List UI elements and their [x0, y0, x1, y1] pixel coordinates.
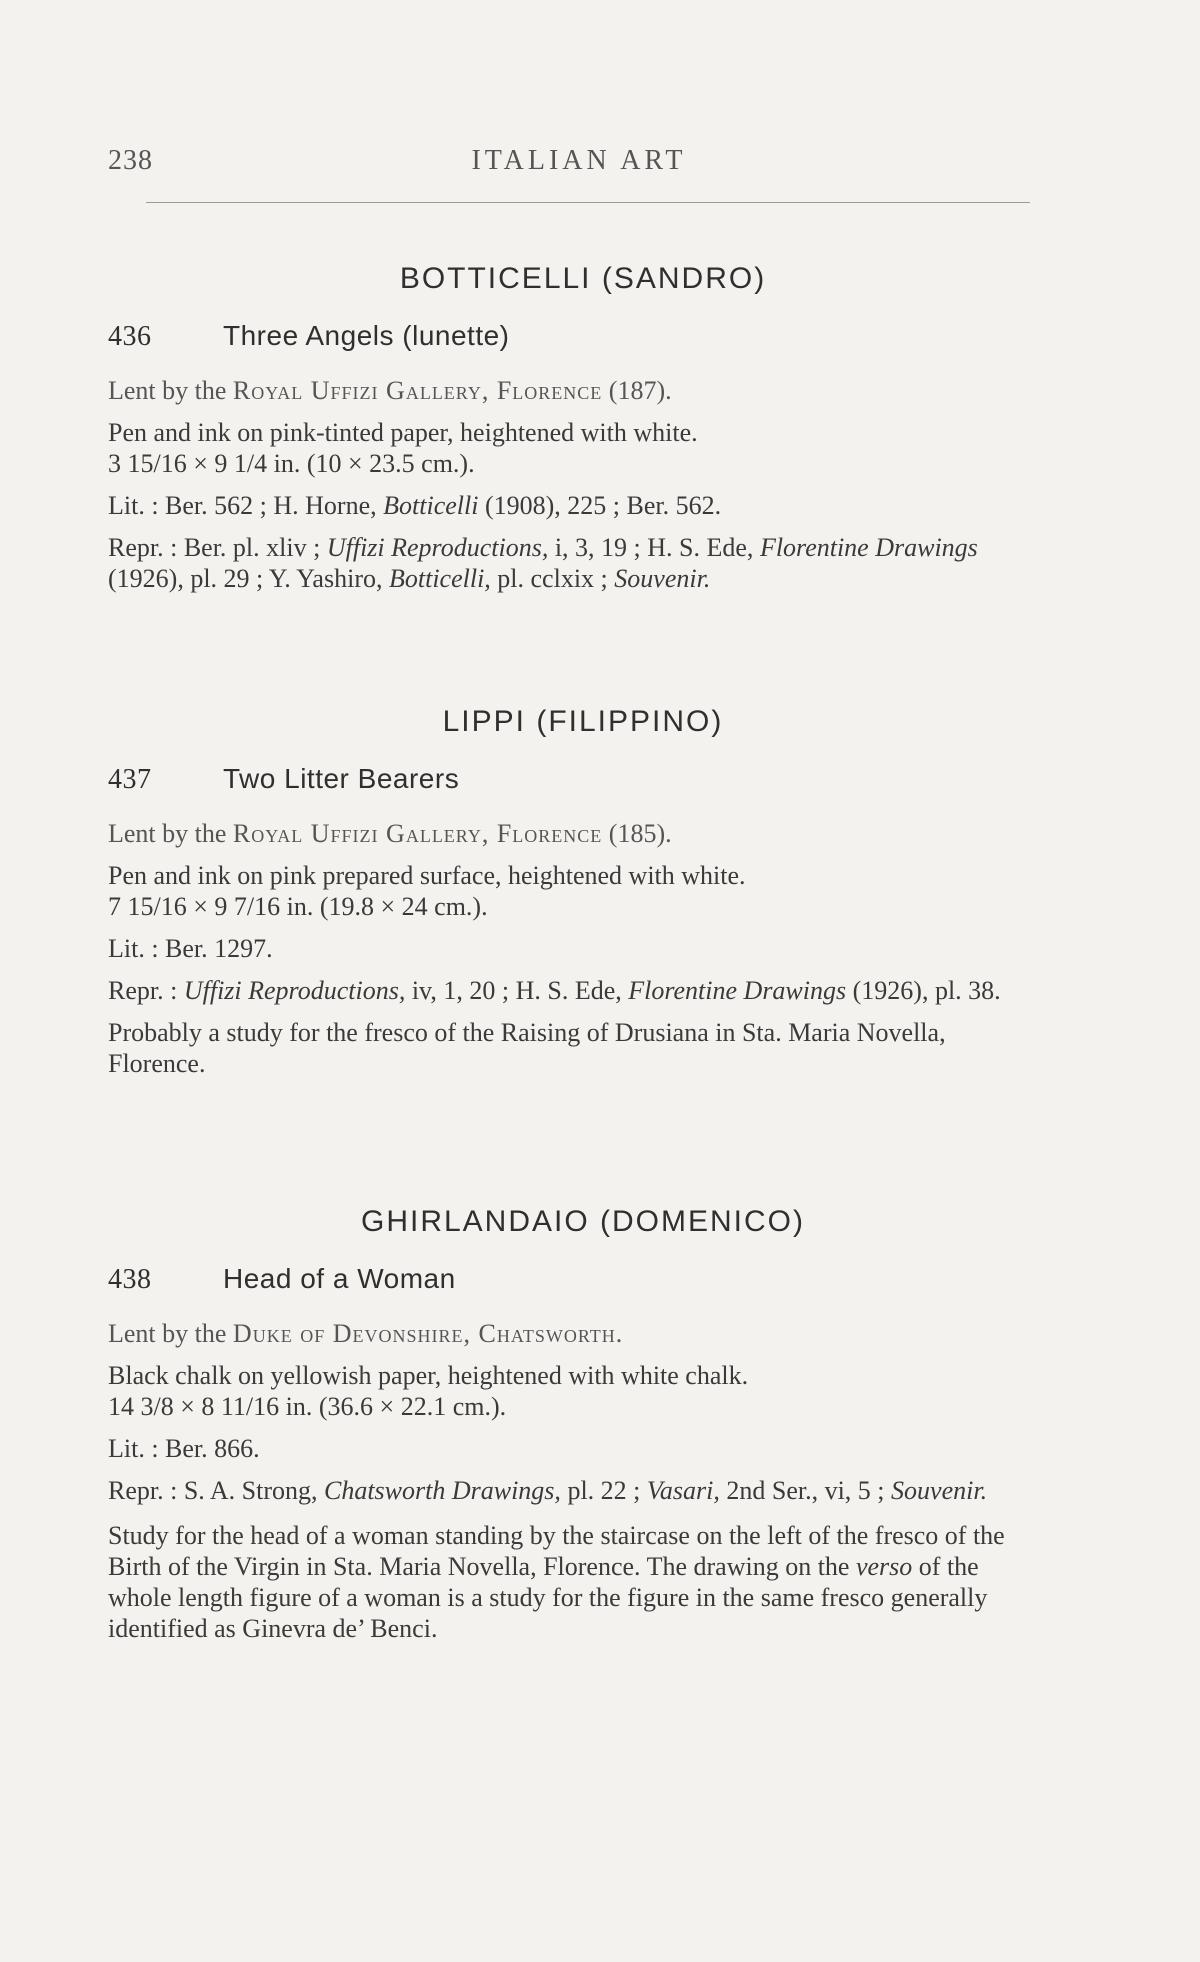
- lent-suffix: (187).: [608, 376, 672, 405]
- lent-prefix: Lent by the: [108, 376, 227, 405]
- lender-name: Duke of Devonshire, Chatsworth.: [232, 1319, 624, 1348]
- medium-line: [108, 860, 1038, 922]
- repr-mid: 2nd Ser., vi, 5 ;: [726, 1476, 885, 1505]
- artist-heading: LIPPI (FILIPPINO): [442, 705, 724, 738]
- repr-mid: i, 3, 19 ; H. S. Ede,: [554, 533, 754, 562]
- repr-mid: (1926), pl. 29 ; Y. Yashiro,: [108, 564, 383, 593]
- repr-italic: Florentine Drawings: [759, 533, 978, 562]
- repr-italic: Uffizi Reproductions,: [326, 533, 549, 562]
- lit-rest: (1908), 225 ; Ber. 562.: [484, 491, 722, 520]
- repr-italic: Botticelli,: [388, 564, 491, 593]
- repr-end: pl. cclxix ;: [497, 564, 608, 593]
- lender-line: [108, 375, 1038, 406]
- repr-italic: Uffizi Reproductions,: [183, 976, 406, 1005]
- reproductions-line: [108, 532, 1038, 594]
- lender-name: Royal Uffizi Gallery, Florence: [232, 376, 603, 405]
- dimensions-text: 3 15/16 × 9 1/4 in. (10 × 23.5 cm.).: [108, 449, 475, 478]
- catalogue-entry-436: [108, 262, 1038, 605]
- repr-end: (1926), pl. 38.: [852, 976, 1001, 1005]
- lit-text: Lit. : Ber. 562 ; H. Horne,: [108, 491, 377, 520]
- dimensions-text: 14 3/8 × 8 11/16 in. (36.6 × 22.1 cm.).: [108, 1392, 507, 1421]
- lender-line: [108, 818, 1038, 849]
- repr-italic: Souvenir.: [891, 1476, 988, 1505]
- literature-line: Lit. : Ber. 1297.: [108, 934, 273, 963]
- lender-name: Royal Uffizi Gallery, Florence: [232, 819, 603, 848]
- work-title: Two Litter Bearers: [223, 763, 460, 794]
- running-header: [108, 145, 1030, 185]
- work-title: Head of a Woman: [223, 1263, 456, 1294]
- lent-prefix: Lent by the: [108, 819, 227, 848]
- literature-line: [108, 490, 1038, 521]
- note-paragraph: [108, 1520, 1038, 1644]
- repr-italic: Florentine Drawings: [628, 976, 847, 1005]
- reproductions-line: [108, 1475, 1038, 1506]
- work-title-line: [108, 763, 1038, 796]
- note-text: of the whole length figure of a woman is a study for the figure in the same fresco generally identified as Ginevra de’ Benci.: [108, 1552, 988, 1643]
- medium-text: Black chalk on yellowish paper, heightened with white chalk.: [108, 1361, 749, 1390]
- catalogue-entry-437: [108, 705, 1038, 1090]
- catalogue-entry-438: [108, 1205, 1038, 1655]
- work-title-line: [108, 320, 1038, 353]
- artist-heading: BOTTICELLI (SANDRO): [399, 262, 767, 295]
- repr-italic: Souvenir.: [614, 564, 711, 593]
- work-title-line: [108, 1263, 1038, 1296]
- artist-heading: GHIRLANDAIO (DOMENICO): [360, 1205, 806, 1238]
- catalogue-number: 438: [108, 1264, 152, 1295]
- medium-line: [108, 1360, 1038, 1422]
- header-rule: [146, 202, 1030, 203]
- lent-prefix: Lent by the: [108, 1319, 227, 1348]
- repr-prefix: Repr. :: [108, 976, 178, 1005]
- reproductions-line: [108, 975, 1038, 1006]
- repr-mid: pl. 22 ;: [567, 1476, 641, 1505]
- medium-text: Pen and ink on pink prepared surface, heightened with white.: [108, 861, 746, 890]
- catalogue-number: 436: [108, 321, 152, 352]
- lent-suffix: (185).: [608, 819, 672, 848]
- running-title: ITALIAN ART: [471, 145, 687, 176]
- dimensions-text: 7 15/16 × 9 7/16 in. (19.8 × 24 cm.).: [108, 892, 488, 921]
- note-italic: verso: [855, 1552, 913, 1581]
- repr-mid: iv, 1, 20 ; H. S. Ede,: [411, 976, 622, 1005]
- note-text: Study for the head of a woman standing by the staircase on the left of the fresco of the Birth of the Virgin in Sta. Maria Novella, Florence. The drawing on the: [108, 1521, 1005, 1581]
- repr-prefix: Repr. : Ber. pl. xliv ;: [108, 533, 321, 562]
- medium-line: [108, 417, 1038, 479]
- literature-line: Lit. : Ber. 866.: [108, 1434, 260, 1463]
- note-paragraph: Probably a study for the fresco of the Raising of Drusiana in Sta. Maria Novella, Florence.: [108, 1018, 946, 1078]
- work-title: Three Angels (lunette): [223, 320, 510, 351]
- lit-italic: Botticelli: [383, 491, 479, 520]
- medium-text: Pen and ink on pink-tinted paper, heightened with white.: [108, 418, 698, 447]
- catalogue-number: 437: [108, 764, 152, 795]
- page-number: 238: [108, 145, 153, 176]
- repr-italic: Vasari,: [646, 1476, 720, 1505]
- repr-prefix: Repr. : S. A. Strong,: [108, 1476, 318, 1505]
- repr-italic: Chatsworth Drawings,: [323, 1476, 561, 1505]
- lender-line: [108, 1318, 1038, 1349]
